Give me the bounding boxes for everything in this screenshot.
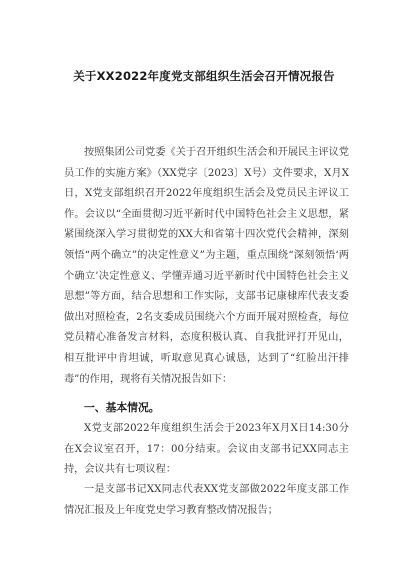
section-heading-basic-info: 一、基本情况。 bbox=[84, 401, 160, 414]
document-title: 关于XX2022年度党支部组织生活会召开情况报告 bbox=[73, 69, 335, 83]
body-paragraph-2: X党支部2022年度组织生活会于2023年X月X日14:30分在X会议室召开，17：00分结束。会议由支部书记XX同志主持，会议共有七项议程： bbox=[64, 423, 349, 476]
body-paragraph-3: 一是支部书记XX同志代表XX党支部做2022年度支部工作情况汇报及上年度党史学习教育整改情况报告； bbox=[64, 484, 349, 516]
body-paragraph-1: 按照集团公司党委《关于召开组织生活会和开展民主评议党员工作的实施方案》（XX党字〔2023〕X号）文件要求，X月X日，X党支部组织召开2022年度组织生活会及党员民主评议工作。会议以“全面贯彻习近平新时代中国特色社会主义思想，紧紧围绕深入学习贯彻党的XX大和省第十四次党代会精神，深刻领悟“两个确立”的决定性意义”为主题，重点围绕“深刻领悟‘两个确立’决定性意义、学懂弄通习近平新时代中国特色社会主义思想”等方面，结合思想和工作实际，支部书记康棣库代表支委做出对照检查，2名支委成员围绕六个方面开展对照检查，每位党员精心准备发言材料，态度积极认真、自我批评打开见山，相互批评中肯坦诚，听取意见真心诚恳，达到了“红脸出汗排毒”的作用，现将有关情况报告如下： bbox=[64, 147, 349, 385]
